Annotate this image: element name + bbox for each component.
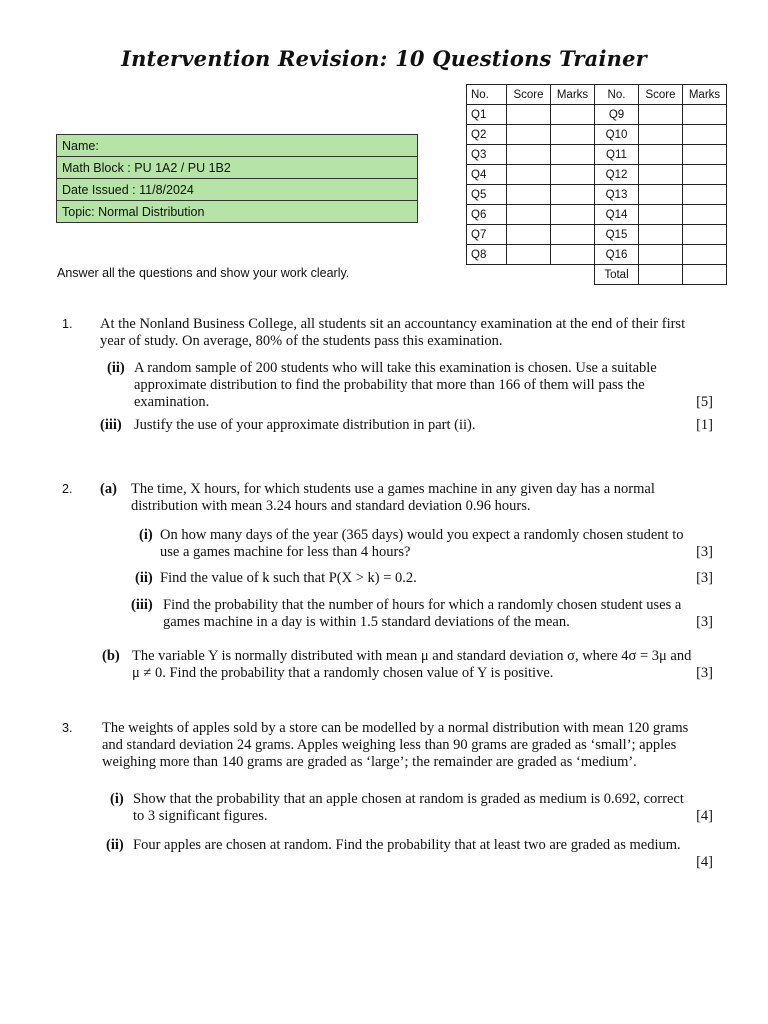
student-info-box [56,134,418,223]
part-text-line: Show that the probability that an apple chosen at random is graded as medium is 0.692, correct [133,791,684,807]
part-label: (a) [100,481,117,497]
part-ii [107,360,713,411]
marks-cell[interactable] [551,145,595,165]
question-cell: Q11 [595,145,639,165]
part-text: μ ≠ 0. Find the probability that a randomly chosen value of Y is positive. [132,665,554,681]
table-row [467,225,727,245]
part-iii [131,597,713,631]
marks-label: [4] [696,854,713,870]
table-row-total [467,265,727,285]
marks-cell[interactable] [551,205,595,225]
part-label: (ii) [106,837,124,853]
header-marks: Marks [551,85,595,105]
marks-cell[interactable] [683,225,727,245]
part-text-line [134,394,713,411]
question-cell: Q7 [467,225,507,245]
marks-cell[interactable] [551,105,595,125]
part-text-line: The variable Y is normally distributed with mean μ and standard deviation σ, where 4σ = 3μ and [132,648,692,664]
marks-label: [3] [696,570,713,586]
marks-label: [3] [696,614,713,630]
marks-label: [4] [696,808,713,824]
part-text-line: approximate distribution to find the probability that more than 166 of them will pass the [134,377,645,393]
question-stem [102,720,717,771]
part-label: (i) [139,527,153,543]
score-cell[interactable] [507,125,551,145]
header-score: Score [507,85,551,105]
score-cell[interactable] [639,245,683,265]
score-cell[interactable] [639,165,683,185]
part-ii [106,837,713,871]
question-cell: Q15 [595,225,639,245]
part-a [100,481,713,515]
marks-cell[interactable] [683,185,727,205]
part-text: use a games machine for less than 4 hours? [160,544,411,560]
part-text-line: On how many days of the year (365 days) would you expect a randomly chosen student to [160,527,684,543]
marks-cell[interactable] [683,205,727,225]
score-cell[interactable] [507,245,551,265]
part-i [110,791,713,825]
part-text-line: Find the probability that the number of hours for which a randomly chosen student uses a [163,597,682,613]
score-cell[interactable] [507,185,551,205]
part-ii [135,570,713,587]
question-cell: Q4 [467,165,507,185]
part-b [102,648,713,682]
marks-cell[interactable] [551,125,595,145]
part-text-line [132,665,713,682]
score-cell[interactable] [507,105,551,125]
name-field[interactable]: Name: [57,135,418,157]
marks-label: [5] [696,394,713,410]
part-text-line [160,544,713,561]
table-row [467,205,727,225]
header-no: No. [467,85,507,105]
table-row [467,185,727,205]
part-text-line [133,808,713,825]
part-text-line: The time, X hours, for which students use a games machine in any given day has a normal [131,481,655,497]
question-cell: Q9 [595,105,639,125]
header-marks: Marks [683,85,727,105]
question-number: 2. [62,482,73,496]
question-cell: Q5 [467,185,507,205]
table-row [467,105,727,125]
score-cell[interactable] [639,225,683,245]
part-text-line: A random sample of 200 students who will take this examination is chosen. Use a suitable [134,360,657,376]
total-marks-cell[interactable] [683,265,727,285]
part-label: (i) [110,791,124,807]
part-text-line [160,570,713,587]
score-cell[interactable] [639,145,683,165]
header-no: No. [595,85,639,105]
table-row [467,125,727,145]
empty-cell [467,265,507,285]
question-cell: Q2 [467,125,507,145]
part-text: games machine in a day is within 1.5 standard deviations of the mean. [163,614,570,630]
score-cell[interactable] [507,205,551,225]
score-cell[interactable] [639,105,683,125]
question-cell: Q13 [595,185,639,205]
part-text: Justify the use of your approximate distribution in part (ii). [134,417,476,433]
question-cell: Q12 [595,165,639,185]
score-cell[interactable] [507,225,551,245]
date-issued-field: Date Issued : 11/8/2024 [57,179,418,201]
part-text: examination. [134,394,210,410]
marks-cell[interactable] [683,165,727,185]
part-iii [100,417,713,434]
part-text: Find the value of k such that P(X > k) = 0.2. [160,570,417,586]
header-score: Score [639,85,683,105]
question-text-line: At the Nonland Business College, all students sit an accountancy examination at the end of their first [100,316,686,332]
part-label: (ii) [135,570,153,586]
question-cell: Q1 [467,105,507,125]
marks-label: [3] [696,544,713,560]
part-label: (iii) [131,597,153,613]
question-text-line: year of study. On average, 80% of the students pass this examination. [100,333,503,349]
part-text-line [163,614,713,631]
part-text-line [133,854,713,871]
question-cell: Q10 [595,125,639,145]
topic-field: Topic: Normal Distribution [57,201,418,223]
question-cell: Q3 [467,145,507,165]
marks-cell[interactable] [551,185,595,205]
question-number: 3. [62,721,73,735]
table-row [467,165,727,185]
marks-label: [3] [696,665,713,681]
question-text-line: The weights of apples sold by a store can be modelled by a normal distribution with mean 120 grams [102,720,689,736]
question-text-line: and standard deviation 24 grams. Apples weighing less than 90 grams are graded as ‘small’; apples [102,737,677,753]
marks-cell[interactable] [551,245,595,265]
question-cell: Q6 [467,205,507,225]
marks-cell[interactable] [551,165,595,185]
page-title: Intervention Revision: 10 Questions Trainer [121,46,647,71]
table-row [467,145,727,165]
part-text-line: Four apples are chosen at random. Find the probability that at least two are graded as medium. [133,837,681,853]
marks-cell[interactable] [683,105,727,125]
question-cell: Q14 [595,205,639,225]
score-cell[interactable] [639,125,683,145]
total-score-cell[interactable] [639,265,683,285]
part-label: (iii) [100,417,122,433]
score-cell[interactable] [507,165,551,185]
question-number: 1. [62,317,73,331]
marks-cell[interactable] [683,245,727,265]
part-label: (b) [102,648,120,664]
score-cell[interactable] [507,145,551,165]
empty-cell [551,265,595,285]
question-cell: Q16 [595,245,639,265]
part-text: to 3 significant figures. [133,808,268,824]
question-stem [100,316,715,350]
math-block-field: Math Block : PU 1A2 / PU 1B2 [57,157,418,179]
empty-cell [507,265,551,285]
marks-label: [1] [696,417,713,433]
question-cell: Q8 [467,245,507,265]
part-i [139,527,713,561]
marks-cell[interactable] [551,225,595,245]
marks-cell[interactable] [683,125,727,145]
score-table-header [467,85,727,105]
part-text-line [134,417,713,434]
instruction-text: Answer all the questions and show your work clearly. [57,266,350,280]
score-cell[interactable] [639,185,683,205]
marks-cell[interactable] [683,145,727,165]
score-table [466,84,727,285]
part-label: (ii) [107,360,125,376]
total-label: Total [595,265,639,285]
table-row [467,245,727,265]
part-text-line: distribution with mean 3.24 hours and standard deviation 0.96 hours. [131,498,531,514]
question-text-line: weighing more than 140 grams are graded as ‘large’; the remainder are graded as ‘medium’. [102,754,637,770]
score-cell[interactable] [639,205,683,225]
